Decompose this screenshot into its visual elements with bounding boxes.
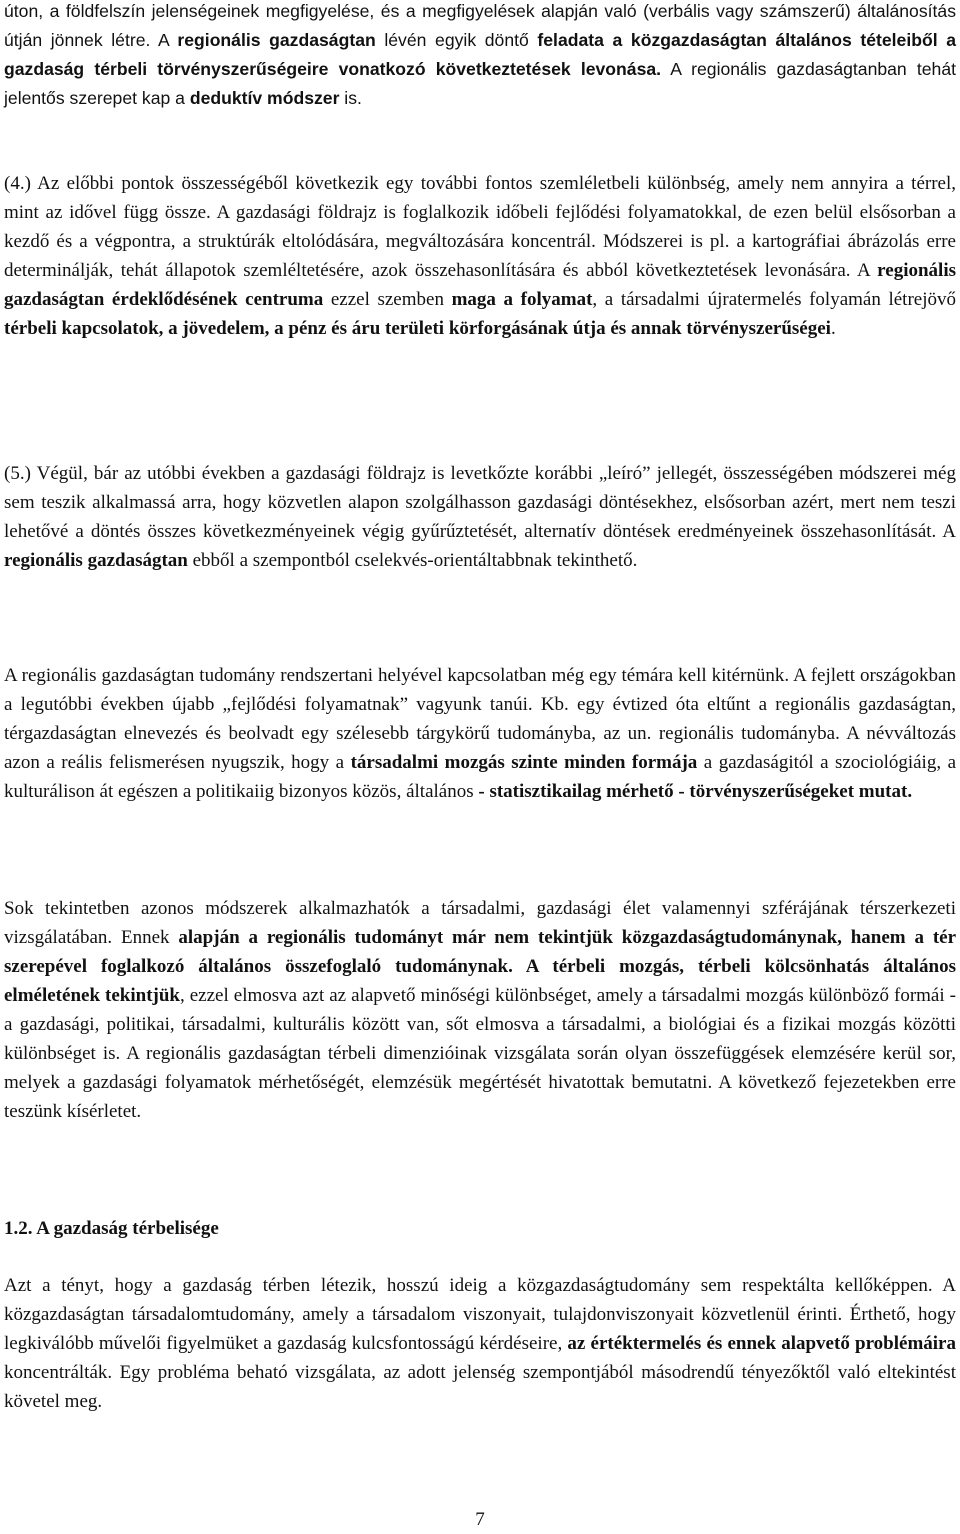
bold-term: térbeli kapcsolatok, a jövedelem, a pénz és áru területi körforgásának útja és annak törvényszerűségei	[4, 318, 831, 339]
text-run: koncentrálták. Egy probléma beható vizsgálata, az adott jelenség szempontjából másodrendű tényezőktől való eltekintést követel meg.	[4, 1362, 956, 1412]
text-run: Azt a tényt, hogy a gazdaság térben létezik, hosszú ideig a közgazdaságtudomány sem respektálta kellőképpen. A közgazdaságtan társadalomtudomány, amely a társadalom viszonyait, tulajdonviszonyait közvetlenül érinti. Érthető, hogy legkiválóbb művelői figyelmüket a gazdaság kulcsfontosságú kérdéseire,	[4, 1275, 956, 1354]
bold-term: regionális gazdaságtan	[177, 30, 376, 50]
section-heading: 1.2. A gazdaság térbelisége	[4, 1218, 219, 1239]
bold-term: deduktív módszer	[189, 88, 340, 108]
text-run: ebből a szempontból cselekvés-orientáltabbnak tekinthető.	[187, 550, 638, 571]
paragraph-spatial-methods	[4, 894, 956, 1126]
bold-term: regionális gazdaságtan	[4, 550, 188, 571]
bold-term: társadalmi mozgás szinte minden formája	[350, 752, 698, 773]
paragraph-spatiality-of-economy	[4, 1271, 956, 1416]
paragraph-point-5	[4, 459, 956, 575]
bold-term: az értéktermelés és ennek alapvető problémáira	[567, 1333, 956, 1354]
text-run: A regionális gazdaságtan tudomány rendszertani helyével kapcsolatban még egy témára kell kitérnünk. A fejlett országokban a legutóbbi években újabb „fejlődési folyamatnak” vagyunk tanúi. Kb. egy évtized óta eltűnt a regionális gazdaságtan, térgazdaságtan elnevezés és beolvadt egy szélesebb tárgykörű tudományba, az un. regionális tudományba. A névváltozás azon a reális felismerésen nyugszik, hogy a	[4, 665, 956, 773]
paragraph-point-4	[4, 169, 956, 343]
text-run: ezzel szemben	[323, 289, 452, 310]
text-run: is.	[339, 88, 362, 108]
bold-term: maga a folyamat	[451, 289, 593, 310]
bold-term: - statisztikailag mérhető - törvényszerűségeket mutat.	[478, 781, 913, 802]
text-run: (5.) Végül, bár az utóbbi években a gazdasági földrajz is levetkőzte korábbi „leíró” jellegét, összességében módszerei még sem teszik alkalmassá arra, hogy közvetlen alapon szolgálhasson gazdasági döntésekhez, elsősorban azért, mert nem teszi lehetővé a döntés összes következményeinek végig gyűrűztetését, alternatív döntések eredményeinek összehasonlítását. A	[4, 463, 956, 542]
text-run: , ezzel elmosva azt az alapvető minőségi különbséget, amely a társadalmi mozgás különböző formái - a gazdasági, politikai, társadalmi, kulturális között van, sőt elmosva a társadalmi, a biológiai és a fizikai mozgás közötti különbséget is. A regionális gazdaságtan térbeli dimenzióinak vizsgálata során olyan összefüggések elemzésére kerül sor, melyek a gazdasági folyamatok mérhetőségét, elemzésük megértését hivatottak bemutatni. A következő fejezetekben erre teszünk kísérletet.	[4, 985, 956, 1122]
text-run: A regionális gazdaságtanban tehát jelentős szerepet kap a	[4, 59, 956, 108]
text-run: lévén egyik döntő	[375, 30, 538, 50]
page-number: 7	[475, 1509, 485, 1530]
bold-term: regionális gazdaságtan érdeklődésének centruma	[4, 260, 956, 310]
paragraph-regional-science	[4, 661, 956, 806]
text-run: (4.) Az előbbi pontok összességéből következik egy további fontos szemléletbeli különbség, amely nem annyira a térrel, mint az idővel függ össze. A gazdasági földrajz is foglalkozik időbeli fejlődési folyamatokkal, de ezen belül elsősorban a kezdő és a végpontra, a struktúrák eltolódására, megváltozására koncentrál. Módszerei is pl. a kartográfiai ábrázolás erre determinálják, tehát állapotok szemléltetésére, azok összehasonlítására és abból következtetések levonására. A	[4, 173, 956, 281]
bold-term: alapján a regionális tudományt már nem tekintjük közgazdaságtudománynak, hanem a tér szerepével foglalkozó általános összefoglaló tudománynak. A térbeli mozgás, térbeli kölcsönhatás általános elméletének tekintjük	[4, 927, 957, 1006]
paragraph-regional-economics-task	[4, 0, 956, 113]
text-run: .	[830, 318, 836, 339]
bold-term: feladata a közgazdaságtan általános tételeiből a gazdaság térbeli törvényszerűségeire vonatkozó következtetések levonása.	[4, 30, 956, 79]
text-run: , a társadalmi újratermelés folyamán létrejövő	[592, 289, 957, 310]
text-run: a gazdaságitól a szociológiáig, a kulturálison át egészen a politikaiig bizonyos közös, általános	[4, 752, 956, 802]
text-run: Sok tekintetben azonos módszerek alkalmazhatók a társadalmi, gazdasági élet valamennyi szférájának térszerkezeti vizsgálatában. Ennek	[4, 898, 956, 948]
text-run: úton, a földfelszín jelenségeinek megfigyelése, és a megfigyelések alapján való (verbális vagy számszerű) általánosítás útján jönnek létre. A	[4, 1, 956, 50]
